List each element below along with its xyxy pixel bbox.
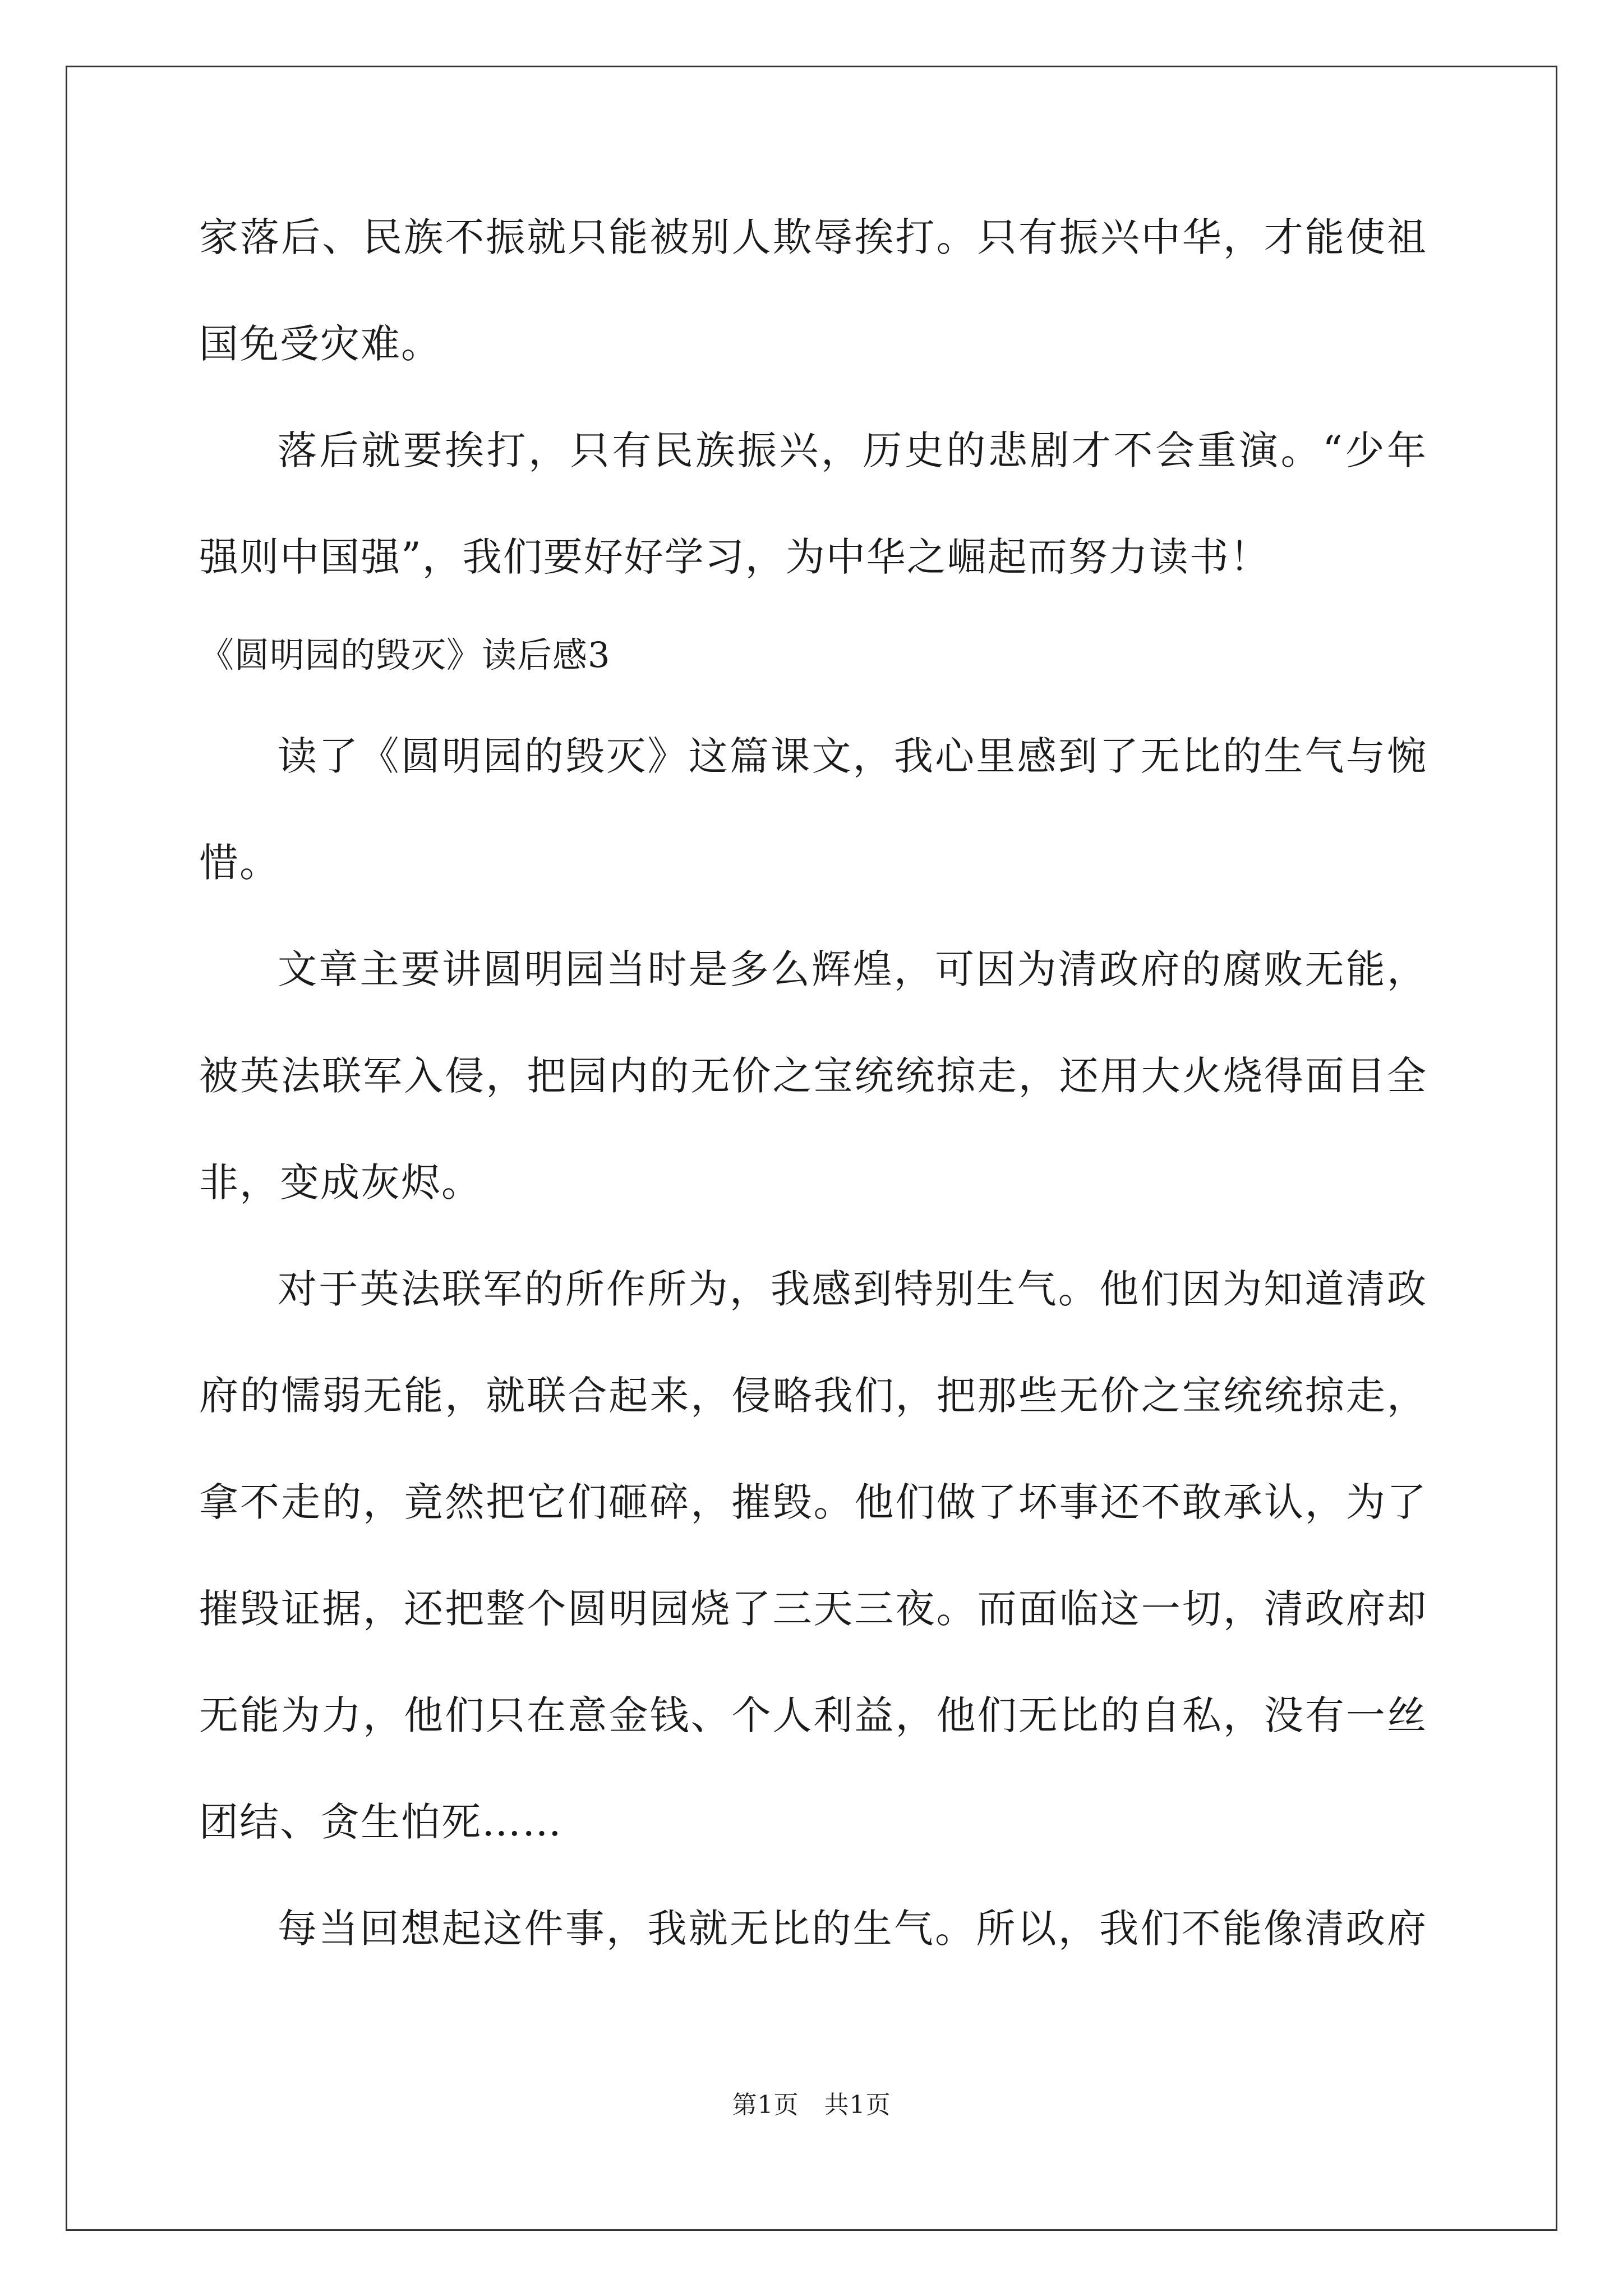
text-line: 团结、贪生怕死……: [199, 1799, 562, 1845]
text-line: 府的懦弱无能，就联合起来，侵略我们，把那些无价之宝统统掠走，: [199, 1373, 1427, 1419]
paragraph-start-line: 对于英法联军的所作所为，我感到特别生气。他们因为知道清政: [278, 1266, 1427, 1312]
text-line: 无能为力，他们只在意金钱、个人利益，他们无比的自私，没有一丝: [199, 1692, 1427, 1738]
page-number-footer: 第1页 共1页: [732, 2091, 891, 2119]
text-line: 国免受灾难。: [199, 321, 441, 367]
text-line: 非，变成灰烬。: [199, 1159, 482, 1205]
paragraph-start-line: 每当回想起这件事，我就无比的生气。所以，我们不能像清政府: [278, 1906, 1427, 1952]
text-line: 惜。: [199, 840, 280, 886]
text-line: 家落后、民族不振就只能被别人欺辱挨打。只有振兴中华，才能使祖: [199, 214, 1427, 260]
paragraph-start-line: 读了《圆明园的毁灭》这篇课文，我心里感到了无比的生气与惋: [278, 733, 1427, 779]
text-line: 被英法联军入侵，把园内的无价之宝统统掠走，还用大火烧得面目全: [199, 1053, 1427, 1099]
paragraph-start-line: 文章主要讲圆明园当时是多么辉煌，可因为清政府的腐败无能，: [278, 946, 1427, 992]
section-heading: 《圆明园的毁灭》读后感3: [199, 634, 611, 675]
text-line: 摧毁证据，还把整个圆明园烧了三天三夜。而面临这一切，清政府却: [199, 1586, 1427, 1632]
text-line: 强则中国强”，我们要好好学习，为中华之崛起而努力读书！: [199, 534, 1270, 580]
text-line: 拿不走的，竟然把它们砸碎，摧毁。他们做了坏事还不敢承认，为了: [199, 1479, 1427, 1525]
paragraph-start-line: 落后就要挨打，只有民族振兴，历史的悲剧才不会重演。“少年: [278, 427, 1427, 473]
